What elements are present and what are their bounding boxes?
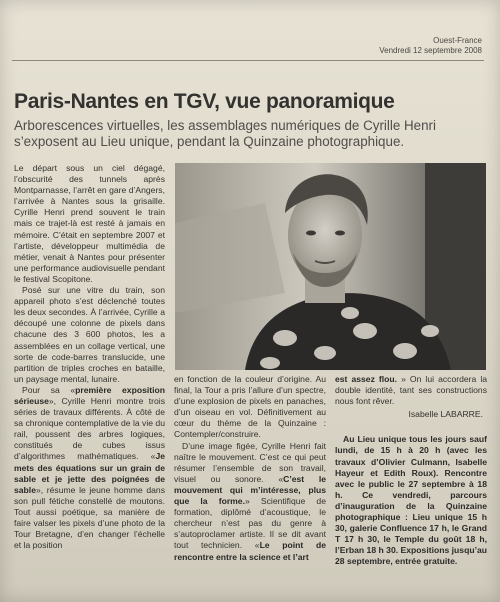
artist-photo xyxy=(175,163,486,370)
bold-phrase: première exposition sérieuse xyxy=(14,384,165,406)
practical-info: Au Lieu unique tous les jours sauf lundi, de 15 h à 20 h (avec les travaux d’Olivier Culmann, Isabelle Hayeur et Edith Roux). Rencontre avec le public le 27 septembre à 18 h. Ce vendredi, parcours d’inauguration de la Quinzaine photographique : Lieu unique 15 h 30, galerie Confluence 17 h, le Grand T 17 h 30, le Temple du goût 18 h, l’Erban 18 h 30. Expositions jusqu’au 28 septembre, entrée gratuite. xyxy=(335,434,487,567)
article-column-1 xyxy=(14,163,165,551)
author-signature: Isabelle LABARRE. xyxy=(408,409,483,420)
bold-quote: est assez flou. xyxy=(335,374,398,384)
masthead xyxy=(379,36,482,56)
newspaper-name: Ouest-France xyxy=(433,36,482,45)
text-span: », Cyrille Henri montre trois séries de travaux différents. À côté de sa chronique contemplative de la vie du rail, poussent des arbres logiques, constitués de cubes issus d’algorithmes mathématiques. « xyxy=(14,395,165,462)
article-column-2 xyxy=(174,374,326,563)
bold-quote: Je mets des équations sur un grain de sable et je jette des poignées de sable xyxy=(14,451,165,495)
paragraph: Le départ sous un ciel dégagé, l’obscurité des tunnels après Montparnasse, l’arrêt en gare d’Angers, l’arrivée à Nantes sous la grisaille. Cyrille Henri prend souvent le train mais ce trajet-là est resté à jamais en mémoire. C’était en septembre 2007 et l’artiste, développeur multimédia de métier, venait à Nantes pour présenter une performance audiovisuelle pendant le festival Scopitone. xyxy=(14,163,165,284)
text-span: D’une image figée, Cyrille Henri fait naître le mouvement. C’est ce qui peut résumer l’ensemble de son travail, visuel ou sonore. « xyxy=(174,440,326,484)
paragraph xyxy=(335,374,487,407)
paragraph xyxy=(174,441,326,563)
publication-date: Vendredi 12 septembre 2008 xyxy=(379,46,482,55)
paragraph xyxy=(14,385,165,551)
paragraph: en fonction de la couleur d’origine. Au final, la Tour a pris l’allure d’un spectre, d’une explosion de pixels en panaches, d’un oiseau en vol. Définitivement au cœur du thème de la Quinzaine : Contempler/construire. xyxy=(174,374,326,440)
headline: Paris-Nantes en TGV, vue panoramique xyxy=(14,90,395,113)
bold-quote: Le point de rencontre entre la science et l’art xyxy=(174,540,326,562)
text-span: » On lui accordera la double identité, tant ses constructions nous font rêver. xyxy=(335,374,488,407)
text-span: », résume le jeune homme dans son pull fétiche constellé de moutons. Tout aussi poétique, sa manière de faire valser les pixels d’une photo de la Tour Bretagne, d’en changer l’échelle et la position xyxy=(14,484,165,551)
standfirst: Arborescences virtuelles, les assemblages numériques de Cyrille Henri s’exposent au Lieu unique, pendant la Quinzaine photographique. xyxy=(14,118,436,149)
text-span: Pour sa « xyxy=(22,384,76,395)
bold-quote: C’est le mouvement qui m’intéresse, plus que la forme. xyxy=(174,473,326,507)
paragraph: Posé sur une vitre du train, son appareil photo s’est déclenché toutes les deux secondes. À l’arrivée, Cyrille a découpé une colonne de pixels dans chacune des 3 600 photos, les a assemblées en un collage vertical, une sorte de code-barres translucide, une partition de triples croches en bataille, un paysage mental, lunaire. xyxy=(14,285,165,384)
top-rule xyxy=(12,60,484,61)
article-column-3 xyxy=(335,374,487,568)
text-span: » Scientifique de formation, diplômé d’acoustique, le chercheur n’est pas du genre à s’autoproclamer artiste. Il se dit avant tout technicien. « xyxy=(174,496,326,551)
photo-illustration xyxy=(175,163,486,370)
